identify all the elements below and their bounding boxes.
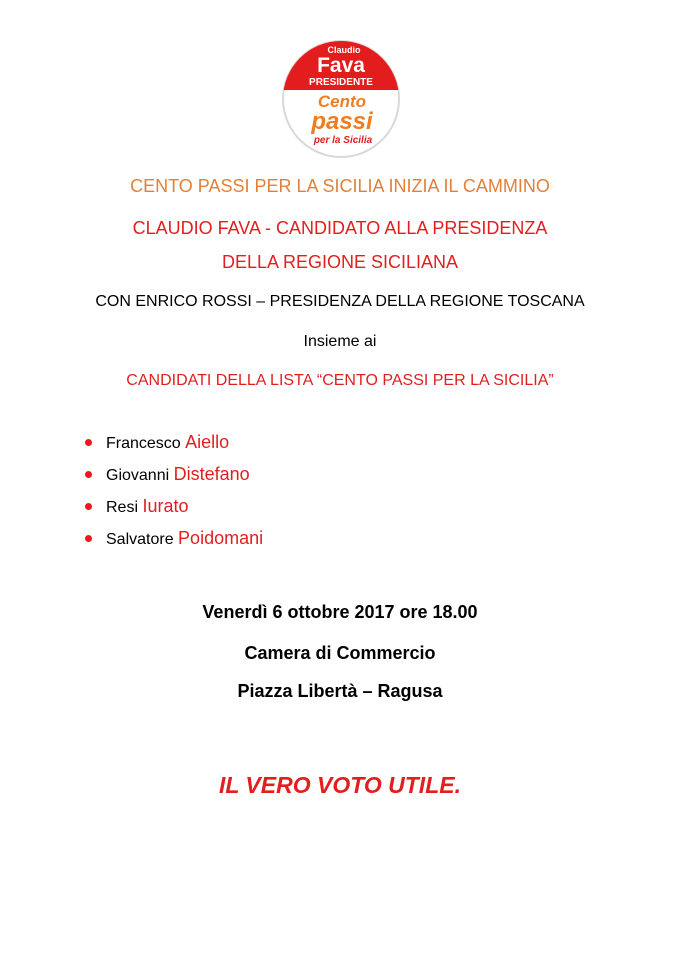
slogan: IL VERO VOTO UTILE. <box>219 772 461 798</box>
logo-presidente-text: PRESIDENTE <box>309 77 373 88</box>
candidate-last-name: Aiello <box>185 432 230 452</box>
event-address: Piazza Libertà – Ragusa <box>237 681 443 701</box>
list-item <box>80 524 263 556</box>
candidate-first-name: Giovanni <box>106 467 170 484</box>
event-venue: Camera di Commercio <box>244 643 436 663</box>
event-date: Venerdì 6 ottobre 2017 ore 18.00 <box>202 602 478 622</box>
candidate-last-name: Poidomani <box>178 528 264 548</box>
headline-region: DELLA REGIONE SICILIANA <box>221 252 459 272</box>
headline-candidate: CLAUDIO FAVA - CANDIDATO ALLA PRESIDENZA <box>132 218 548 238</box>
headline-insieme: Insieme ai <box>303 333 377 350</box>
candidate-first-name: Salvatore <box>106 531 174 548</box>
logo-passi-text: passi <box>311 108 373 135</box>
candidate-first-name: Francesco <box>106 435 181 452</box>
headline-candidati: CANDIDATI DELLA LISTA “CENTO PASSI PER LA SICILIA” <box>126 372 554 389</box>
candidate-list <box>80 428 263 556</box>
headline-rossi: CON ENRICO ROSSI – PRESIDENZA DELLA REGIONE TOSCANA <box>95 293 585 310</box>
bullet-icon <box>85 439 92 446</box>
list-item <box>80 460 263 492</box>
logo-claudio-text: Claudio <box>327 45 361 55</box>
bullet-icon <box>85 471 92 478</box>
candidate-last-name: Iurato <box>142 496 189 516</box>
bullet-icon <box>85 503 92 510</box>
logo-cento-text: Cento <box>317 92 367 111</box>
candidate-last-name: Distefano <box>173 464 250 484</box>
candidate-first-name: Resi <box>106 499 139 516</box>
list-item <box>80 428 263 460</box>
list-item <box>80 492 263 524</box>
logo-per-la-sicilia-text: per la Sicilia <box>313 135 373 146</box>
logo-fava-text: Fava <box>317 54 365 77</box>
headline-cento-passi: CENTO PASSI PER LA SICILIA INIZIA IL CAMMINO <box>130 176 550 196</box>
cento-passi-logo <box>282 40 400 158</box>
bullet-icon <box>85 535 92 542</box>
